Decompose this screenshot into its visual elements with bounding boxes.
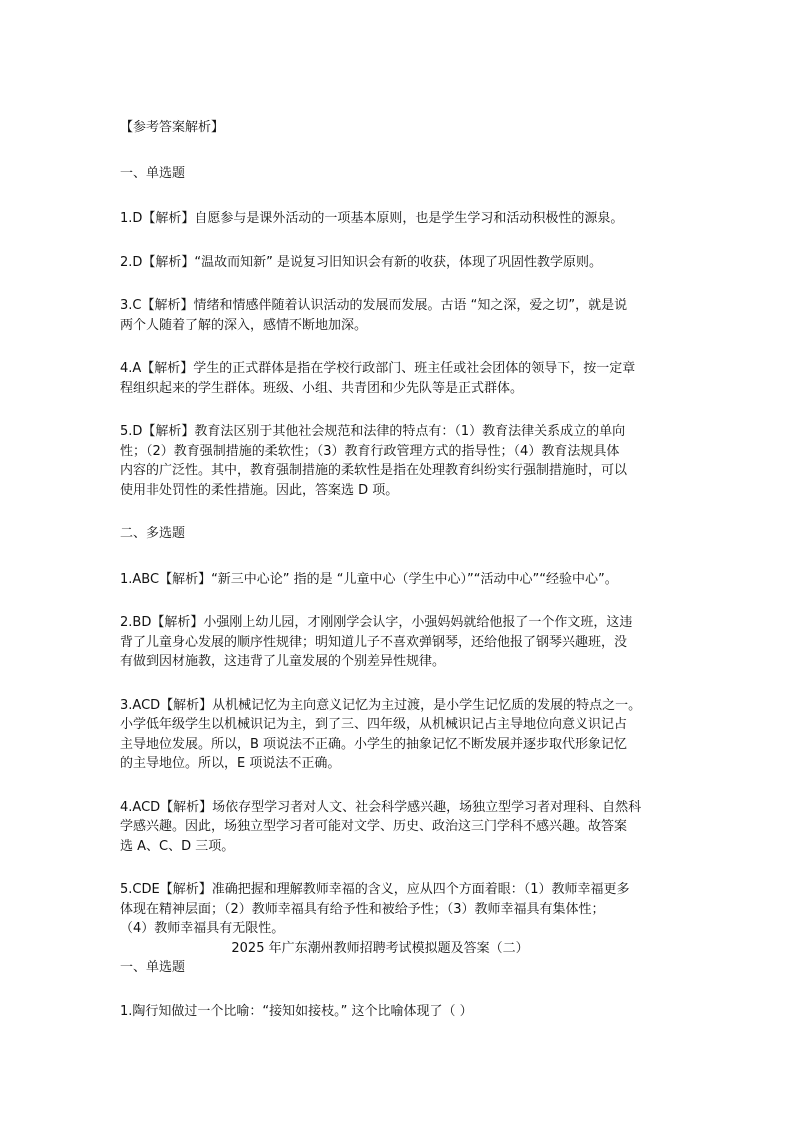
answer-line: 4.A【解析】学生的正式群体是指在学校行政部门、班主任或社会团体的领导下，按一定章 [120,361,636,376]
answer-line: 选 A、C、D 三项。 [120,838,235,854]
exam-title: 2025 年广东潮州教师招聘考试模拟题及答案（二） [231,940,529,956]
answer-line: 学感兴趣。因此，场独立型学习者可能对文学、历史、政治这三门学科不感兴趣。故答案 [120,819,628,834]
answer-line: 5.D【解析】教育法区别于其他社会规范和法律的特点有：（1）教育法律关系成立的单向 [120,424,626,439]
answer-line: 背了儿童身心发展的顺序性规律；明知道儿子不喜欢弹钢琴，还给他报了钢琴兴趣班，没 [120,634,628,650]
answer-item [120,613,680,672]
answer-line: 有做到因材施教，这违背了儿童发展的个别差异性规律。 [120,654,446,669]
answer-key-heading: 【参考答案解析】 [120,120,225,135]
answer-line: 2.BD【解析】小强刚上幼儿园，才刚刚学会认字，小强妈妈就给他报了一个作文班，这违 [120,615,633,630]
answer-line: 程组织起来的学生群体。班级、小组、共青团和少先队等是正式群体。 [120,380,524,396]
answer-line: 两个人随着了解的深入，感情不断地加深。 [120,317,368,333]
document-content [120,118,680,1021]
answer-line: 3.ACD【解析】从机械记忆为主向意义记忆为主过渡，是小学生记忆质的发展的特点之一。 [120,697,642,713]
next-section-title: 一、单选题 [120,960,186,975]
answer-line: 主导地位发展。所以，B 项说法不正确。小学生的抽象记忆不断发展并逐步取代形象记忆 [120,736,628,752]
answer-line: 2.D【解析】“温故而知新” 是说复习旧知识会有新的收获，体现了巩固性教学原则。 [120,254,603,270]
answer-item [120,696,680,774]
answer-line: 3.C【解析】情绪和情感伴随着认识活动的发展而发展。古语 “知之深，爱之切”，就是说 [120,298,628,313]
answer-item [120,570,680,590]
question-text: 1.陶行知做过一个比喻：“接知如接枝。” 这个比喻体现了（ ） [120,1003,473,1019]
answer-line: 1.ABC【解析】“新三中心论” 指的是 “儿童中心（学生中心）”“活动中心”“经验中心”。 [120,571,618,587]
answer-item [120,880,680,939]
answer-line: 体现在精神层面；（2）教师幸福具有给予性和被给予性；（3）教师幸福具有集体性； [120,901,605,917]
answer-line: 内容的广泛性。其中，教育强制措施的柔软性是指在处理教育纠纷实行强制措施时，可以 [120,463,628,478]
answer-item [120,209,680,229]
answer-item [120,798,680,857]
answer-line: 小学低年级学生以机械识记为主，到了三、四年级，从机械识记占主导地位向意义识记占 [120,717,628,732]
answer-line: 的主导地位。所以，E 项说法不正确。 [120,756,341,771]
answer-line: 5.CDE【解析】准确把握和理解教师幸福的含义，应从四个方面着眼：（1）教师幸福更多 [120,882,630,897]
answer-line: 1.D【解析】自愿参与是课外活动的一项基本原则，也是学生学习和活动积极性的源泉。 [120,211,624,226]
answer-item [120,296,680,335]
answer-line: 使用非处罚性的柔性措施。因此，答案选 D 项。 [120,482,399,498]
answer-line: 4.ACD【解析】场依存型学习者对人文、社会科学感兴趣，场独立型学习者对理科、自然科 [120,799,642,815]
answer-line: 性；（2）教育强制措施的柔软性；（3）教育行政管理方式的指导性；（4）教育法规具体 [120,443,620,459]
answer-item [120,253,680,273]
section-title-multiple-choice: 二、多选题 [120,526,186,541]
section-title-single-choice: 一、单选题 [120,165,186,181]
answer-item [120,422,680,500]
answer-item [120,359,680,398]
answer-line: （4）教师幸福具有无限性。 [120,921,285,936]
